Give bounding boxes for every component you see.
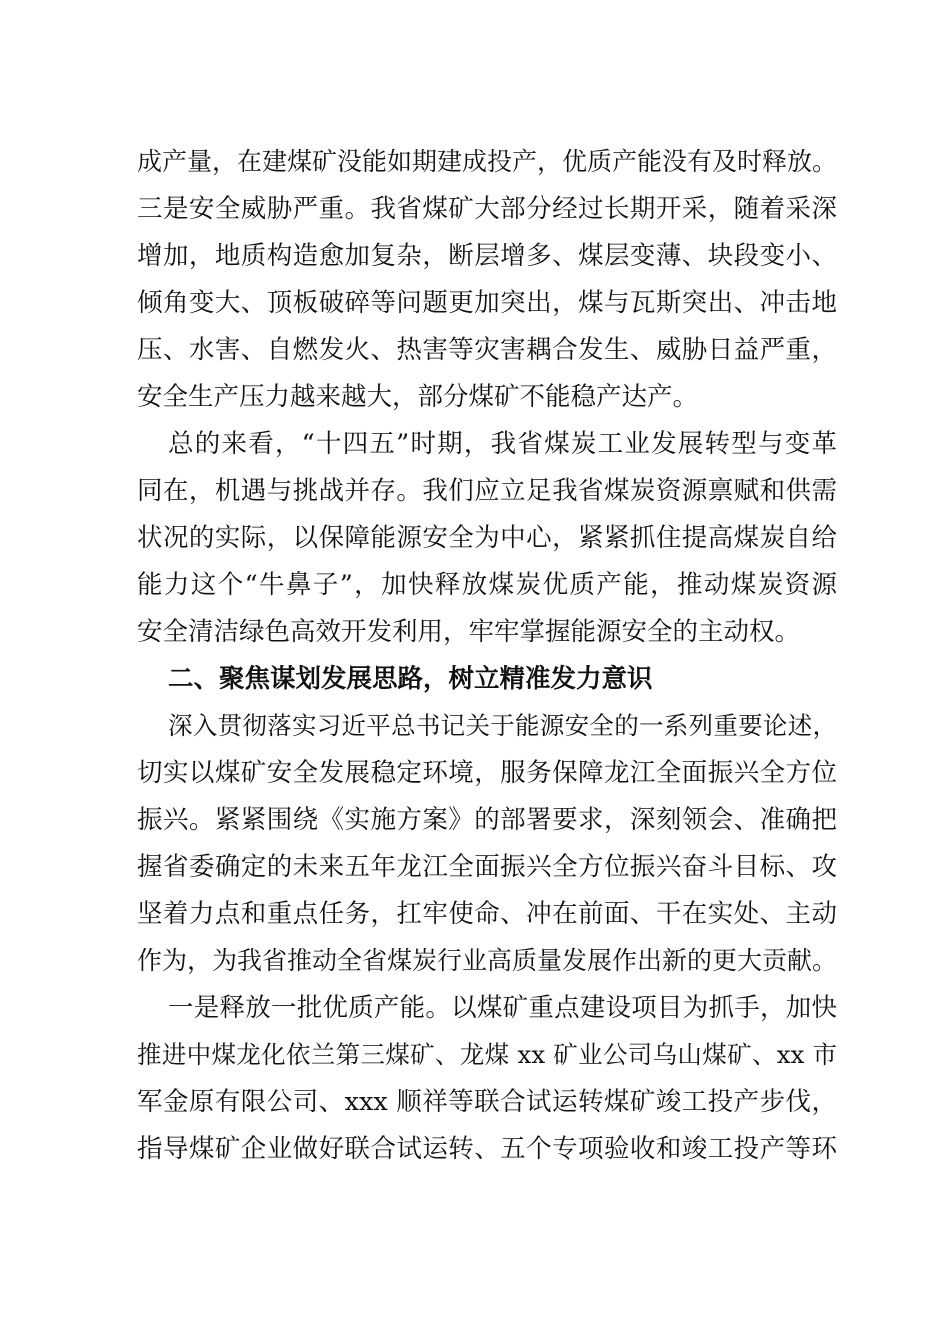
text-line: 作为，为我省推动全省煤炭行业高质量发展作出新的更大贡献。 <box>137 946 838 975</box>
section-heading: 二、聚焦谋划发展思路，树立精准发力意识 <box>168 664 653 694</box>
text-line: 切实以煤矿安全发展稳定环境，服务保障龙江全面振兴全方位 <box>137 758 837 788</box>
text-line: 推进中煤龙化依兰第三煤矿、龙煤 xx 矿业公司乌山煤矿、xx 市 <box>137 1040 837 1069</box>
text-line: 能力这个“牛鼻子”，加快释放煤炭优质产能，推动煤炭资源 <box>137 570 837 600</box>
paragraph-start-line: 总的来看，“十四五”时期，我省煤炭工业发展转型与变革 <box>168 429 837 459</box>
text-line: 压、水害、自燃发火、热害等灾害耦合发生、威胁日益严重， <box>137 335 837 365</box>
text-line: 指导煤矿企业做好联合试运转、五个专项验收和竣工投产等环 <box>137 1134 837 1164</box>
text-line: 增加，地质构造愈加复杂，断层增多、煤层变薄、块段变小、 <box>137 241 837 271</box>
text-line: 军金原有限公司、xxx 顺祥等联合试运转煤矿竣工投产步伐， <box>137 1087 837 1117</box>
paragraph-start-line: 一是释放一批优质产能。以煤矿重点建设项目为抓手，加快 <box>168 993 837 1023</box>
text-line: 状况的实际，以保障能源安全为中心，紧紧抓住提高煤炭自给 <box>137 523 837 553</box>
text-line: 握省委确定的未来五年龙江全面振兴全方位振兴奋斗目标、攻 <box>137 852 837 882</box>
text-line: 同在，机遇与挑战并存。我们应立足我省煤炭资源禀赋和供需 <box>137 476 837 506</box>
text-line: 成产量，在建煤矿没能如期建成投产，优质产能没有及时释放。 <box>137 147 838 176</box>
text-line: 三是安全威胁严重。我省煤矿大部分经过长期开采，随着采深 <box>137 194 837 224</box>
text-line: 坚着力点和重点任务，扛牢使命、冲在前面、干在实处、主动 <box>137 899 837 929</box>
text-line: 倾角变大、顶板破碎等问题更加突出，煤与瓦斯突出、冲击地 <box>137 288 837 318</box>
text-line: 安全清洁绿色高效开发利用，牢牢掌握能源安全的主动权。 <box>137 617 801 647</box>
text-line: 振兴。紧紧围绕《实施方案》的部署要求，深刻领会、准确把 <box>137 805 837 835</box>
text-line: 安全生产压力越来越大，部分煤矿不能稳产达产。 <box>137 382 699 412</box>
paragraph-start-line: 深入贯彻落实习近平总书记关于能源安全的一系列重要论述， <box>168 711 837 740</box>
